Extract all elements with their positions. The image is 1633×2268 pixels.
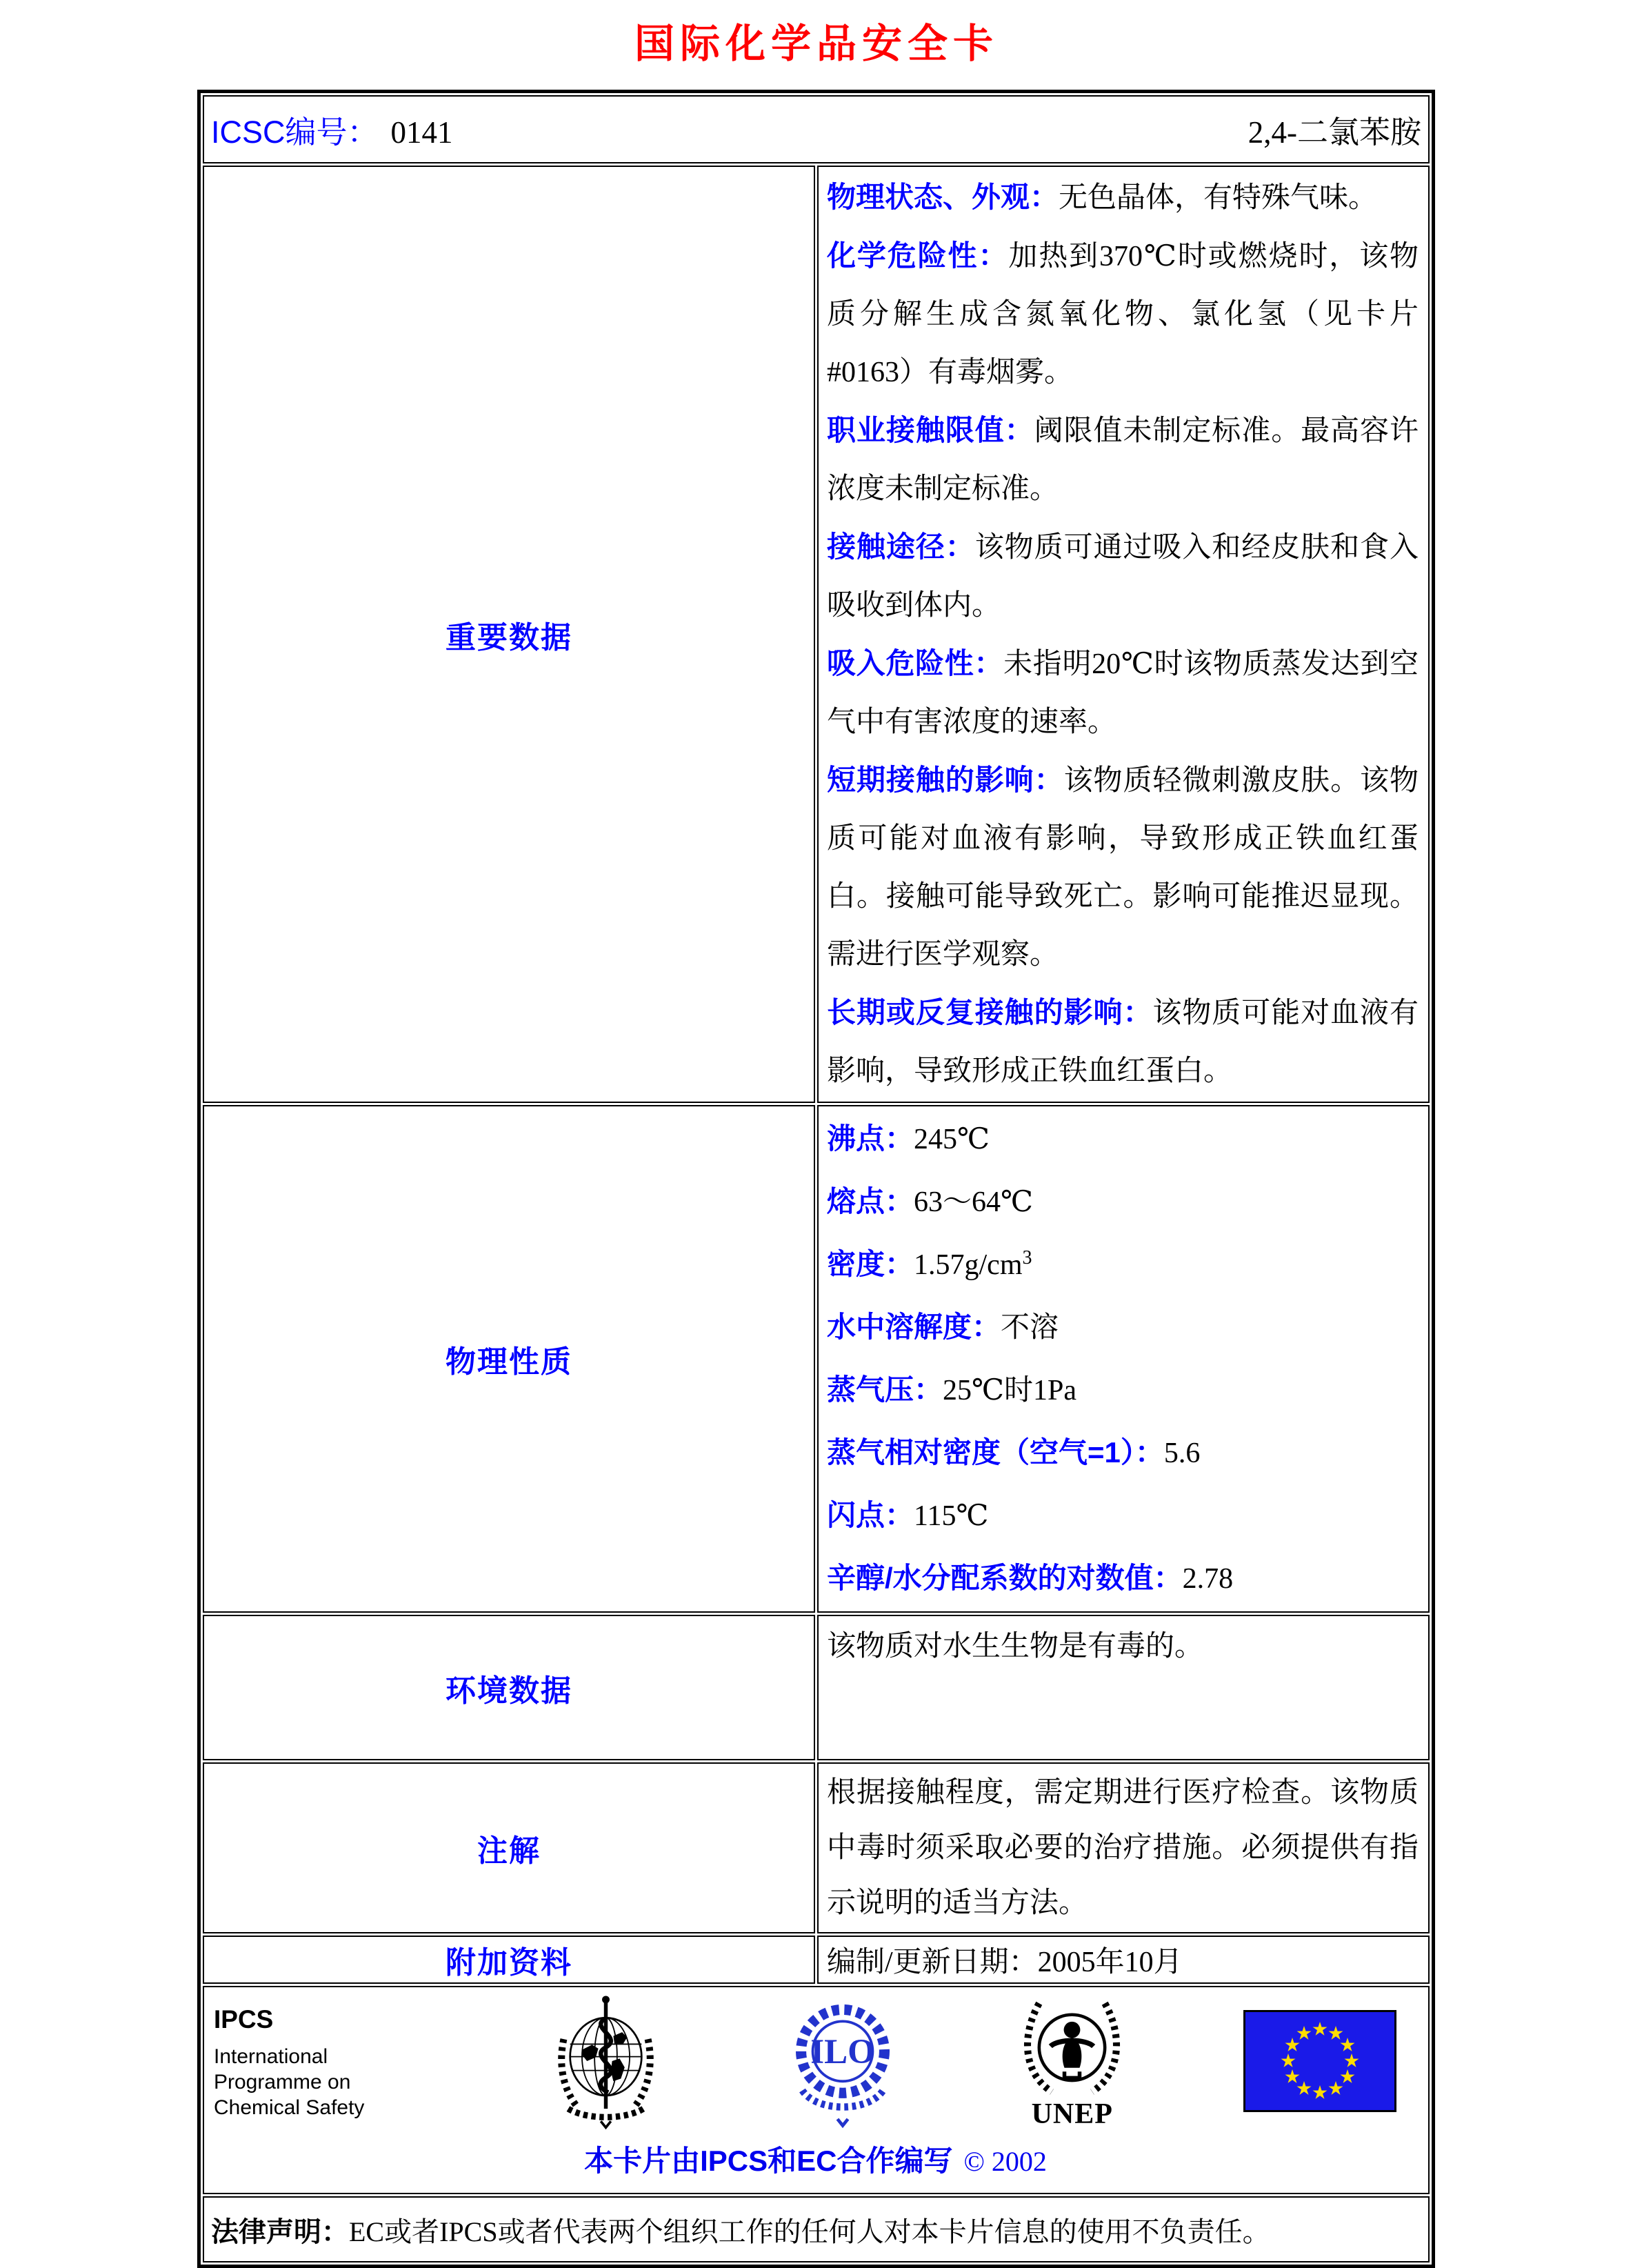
legal-text: EC或者IPCS或者代表两个组织工作的任何人对本卡片信息的使用不负责任。 <box>349 2216 1270 2247</box>
item-value: 245℃ <box>914 1124 990 1155</box>
item-label: 密度： <box>827 1248 914 1280</box>
environmental-data-content: 该物质对水生生物是有毒的。 <box>817 1615 1430 1760</box>
item-label: 物理状态、外观： <box>827 181 1059 213</box>
item-text: 该物质轻微刺激皮肤。该物质可能对血液有影响，导致形成正铁血红蛋白。接触可能导致死亡。影响可能推迟显现。需进行医学观察。 <box>827 765 1419 971</box>
legal-label: 法律声明： <box>211 2216 349 2247</box>
item-label: 职业接触限值： <box>827 414 1034 446</box>
header-row <box>203 95 1430 163</box>
section-title-notes: 注解 <box>203 1762 815 1933</box>
icsc-card-table <box>197 90 1435 2268</box>
item-label: 闪点： <box>827 1499 914 1531</box>
item-text: 未指明20℃时该物质蒸发达到空气中有害浓度的速率。 <box>827 648 1419 738</box>
item-value: 1.57g/cm <box>914 1249 1023 1281</box>
important-item <box>827 168 1419 227</box>
credit-text: 本卡片由IPCS和EC合作编写 <box>584 2145 953 2177</box>
icsc-number-group <box>211 107 453 152</box>
physical-properties-row <box>203 1105 1430 1613</box>
ilo-logo-icon <box>784 1991 901 2136</box>
environmental-data-row <box>203 1615 1430 1760</box>
item-value-superscript: 3 <box>1022 1247 1032 1269</box>
icsc-number-label: ICSC编号： <box>211 115 379 150</box>
unep-logo-icon <box>1015 1996 1129 2131</box>
svg-text:ILO: ILO <box>810 2032 875 2071</box>
physical-properties-content <box>817 1105 1430 1613</box>
physical-item <box>827 1359 1419 1422</box>
physical-item <box>827 1108 1419 1171</box>
important-item <box>827 401 1419 518</box>
chemical-name: 2,4-二氯苯胺 <box>1248 115 1421 150</box>
organizations-row <box>203 1986 1430 2194</box>
item-label: 沸点： <box>827 1122 914 1155</box>
credit-year: © 2002 <box>963 2146 1047 2177</box>
ipcs-line: Chemical Safety <box>214 2096 365 2119</box>
notes-row <box>203 1762 1430 1933</box>
item-label: 吸入危险性： <box>827 647 1004 679</box>
item-text: 无色晶体，有特殊气味。 <box>1059 182 1378 214</box>
item-label: 长期或反复接触的影响： <box>827 996 1153 1028</box>
important-item <box>827 518 1419 635</box>
item-value: 63～64℃ <box>914 1186 1033 1218</box>
section-title-physical: 物理性质 <box>203 1105 815 1613</box>
section-title-important: 重要数据 <box>203 166 815 1103</box>
page-title: 国际化学品安全卡 <box>634 21 999 66</box>
legal-notice <box>203 2196 1430 2262</box>
additional-info-content: 编制/更新日期：2005年10月 <box>817 1936 1430 1984</box>
physical-item <box>827 1171 1419 1233</box>
item-text: 该物质可通过吸入和经皮肤和食入吸收到体内。 <box>827 532 1419 621</box>
legal-row <box>203 2196 1430 2262</box>
eu-flag-icon <box>1243 2010 1396 2116</box>
icsc-number-value: 0141 <box>390 115 453 150</box>
important-item <box>827 227 1419 401</box>
ipcs-acronym: IPCS <box>214 2005 274 2033</box>
unep-caption: UNEP <box>1031 2098 1113 2130</box>
ipcs-line: Programme on <box>214 2071 351 2093</box>
physical-item <box>827 1233 1419 1296</box>
important-data-content <box>817 166 1430 1103</box>
item-label: 化学危险性： <box>827 239 1009 272</box>
physical-item <box>827 1547 1419 1610</box>
physical-item <box>827 1422 1419 1484</box>
item-value: 25℃时1Pa <box>943 1375 1076 1406</box>
item-label: 蒸气压： <box>827 1373 943 1406</box>
item-label: 接触途径： <box>827 530 975 563</box>
additional-info-row <box>203 1936 1430 1984</box>
section-title-additional: 附加资料 <box>203 1936 815 1984</box>
important-item <box>827 751 1419 984</box>
ipcs-line: International <box>214 2045 328 2068</box>
item-text: 该物质可能对血液有影响，导致形成正铁血红蛋白。 <box>827 997 1419 1087</box>
important-item <box>827 984 1419 1100</box>
item-text: 加热到370℃时或燃烧时，该物质分解生成含氮氧化物、氯化氢（见卡片#0163）有毒烟雾。 <box>827 241 1419 388</box>
physical-item <box>827 1296 1419 1359</box>
who-logo-icon <box>542 1992 670 2133</box>
item-label: 水中溶解度： <box>827 1311 1001 1343</box>
item-label: 熔点： <box>827 1185 914 1217</box>
item-label: 蒸气相对密度（空气=1）： <box>827 1436 1164 1469</box>
item-text: 阈限值未制定标准。最高容许浓度未制定标准。 <box>827 415 1419 505</box>
important-item <box>827 635 1419 751</box>
logos-row <box>214 2002 1417 2130</box>
item-label: 辛醇/水分配系数的对数值： <box>827 1562 1183 1594</box>
item-value: 115℃ <box>914 1500 989 1532</box>
notes-content: 根据接触程度，需定期进行医疗检查。该物质中毒时须采取必要的治疗措施。必须提供有指示说明的适当方法。 <box>817 1762 1430 1933</box>
physical-item <box>827 1484 1419 1547</box>
credit-line <box>214 2138 1417 2180</box>
item-value: 2.78 <box>1182 1563 1234 1595</box>
item-value: 5.6 <box>1163 1438 1201 1469</box>
section-title-environment: 环境数据 <box>203 1615 815 1760</box>
item-value: 不溶 <box>1001 1312 1059 1344</box>
ipcs-text-block <box>214 2005 428 2120</box>
item-label: 短期接触的影响： <box>827 764 1064 796</box>
important-data-row <box>203 166 1430 1103</box>
